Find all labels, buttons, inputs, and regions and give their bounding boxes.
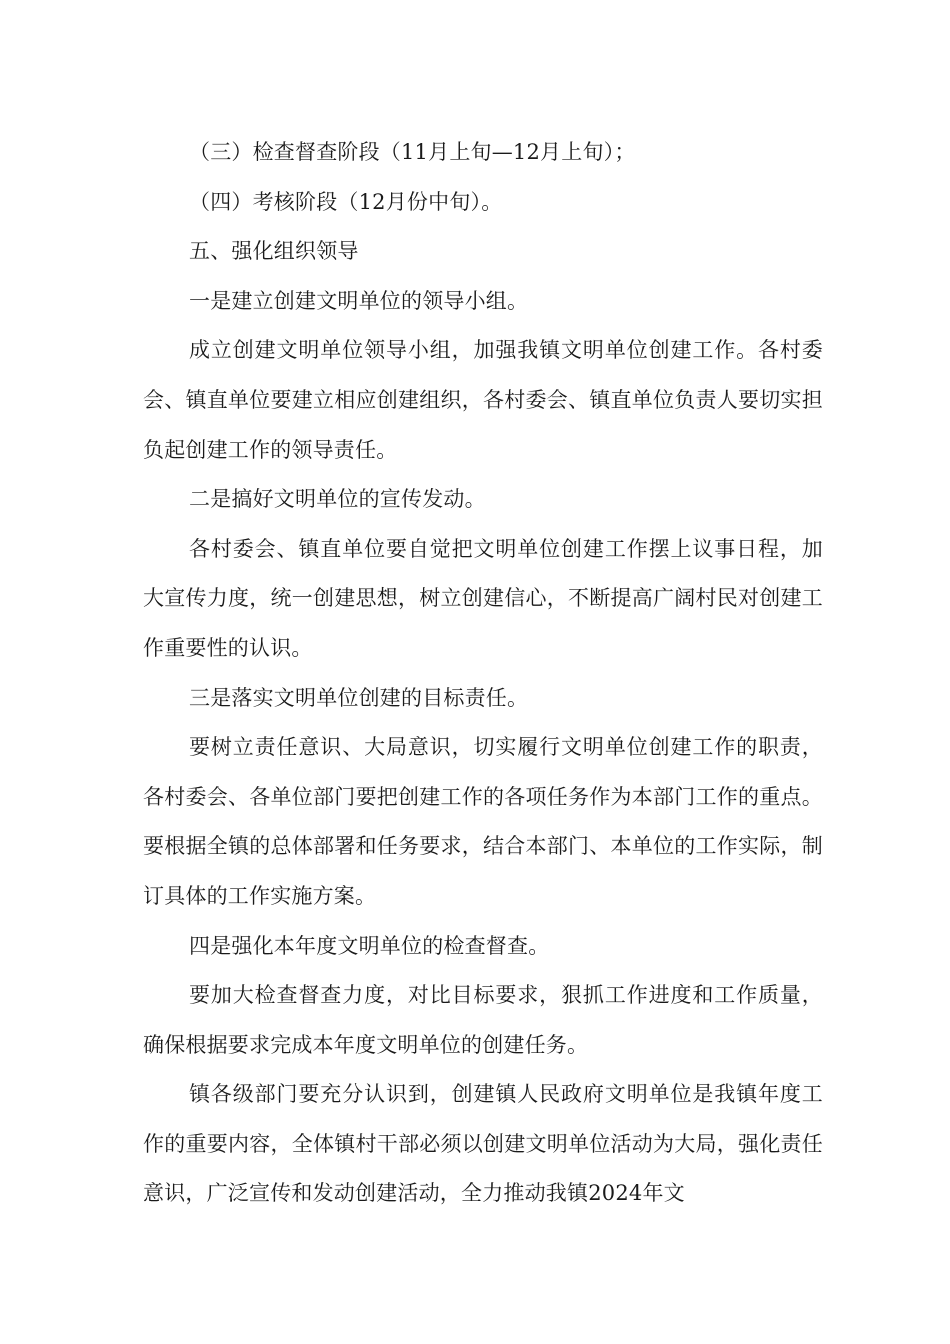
- section-heading-five: 五、强化组织领导: [189, 239, 359, 264]
- document-body: [143, 128, 823, 1219]
- point-one-body: 成立创建文明单位领导小组，加强我镇文明单位创建工作。各村委会、镇直单位要建立相应创建组织，各村委会、镇直单位负责人要切实担负起创建工作的领导责任。: [143, 338, 823, 462]
- point-two-body: 各村委会、镇直单位要自觉把文明单位创建工作摆上议事日程，加大宣传力度，统一创建思想，树立创建信心，不断提高广阔村民对创建工作重要性的认识。: [143, 536, 823, 660]
- point-four-heading: 四是强化本年度文明单位的检查督查。: [189, 933, 550, 958]
- closing-paragraph: 镇各级部门要充分认识到，创建镇人民政府文明单位是我镇年度工作的重要内容，全体镇村干部必须以创建文明单位活动为大局，强化责任意识，广泛宣传和发动创建活动，全力推动我镇2024年文: [143, 1082, 823, 1206]
- point-one-heading: 一是建立创建文明单位的领导小组。: [189, 288, 529, 313]
- paragraph-stage-three: （三）检查督查阶段（11月上旬—12月上旬）；: [189, 140, 636, 164]
- paragraph-stage-four: （四）考核阶段（12月份中旬）。: [189, 189, 503, 214]
- point-three-body: 要树立责任意识、大局意识，切实履行文明单位创建工作的职责，各村委会、各单位部门要把创建工作的各项任务作为本部门工作的重点。要根据全镇的总体部署和任务要求，结合本部门、本单位的工作实际，制订具体的工作实施方案。: [143, 735, 823, 908]
- point-four-body: 要加大检查督查力度，对比目标要求，狠抓工作进度和工作质量，确保根据要求完成本年度文明单位的创建任务。: [143, 983, 823, 1057]
- point-three-heading: 三是落实文明单位创建的目标责任。: [189, 685, 529, 710]
- point-two-heading: 二是搞好文明单位的宣传发动。: [189, 487, 486, 512]
